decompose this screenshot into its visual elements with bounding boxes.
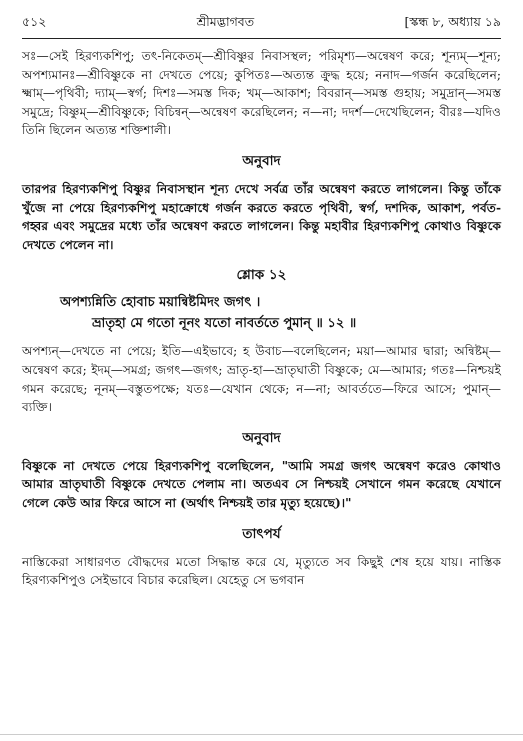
- translation-paragraph-1: তারপর হিরণ্যকশিপু বিষ্ণুর নিবাসস্থান শূন্য দেখে সর্বত্র তাঁর অন্বেষণ করতে লাগলেন। কিন্তু তাঁকে খুঁজে না পেয়ে হিরণ্যকশিপু মহাক্রোধে গর্জন করতে করতে পৃথিবী, স্বর্গ, দশদিক, আকাশ, পর্বত-গহ্বর এবং সমুদ্রের মধ্যে তাঁর অন্বেষণ করতে লাগলেন। কিন্তু মহাবীর হিরণ্যকশিপু কোথাও বিষ্ণুকে দেখতে পেলেন না।: [22, 181, 501, 252]
- chapter-reference: [স্কন্ধ ৮, অধ্যায় ১৯: [404, 14, 501, 29]
- page-header: [22, 14, 501, 34]
- verse-line-1: অপশ্যন্নিতি হোবাচ ময়ান্বিষ্টমিদং জগৎ ।: [60, 295, 261, 311]
- page-bottom-edge: [0, 734, 523, 735]
- book-title: শ্রীমদ্ভাগবত: [196, 14, 255, 29]
- translation-paragraph-2: বিষ্ণুকে না দেখতে পেয়ে হিরণ্যকশিপু বলেছিলেন, "আমি সমগ্র জগৎ অন্বেষণ করেও কোথাও আমার ভ্রাতৃঘাতী বিষ্ণুকে দেখতে পেলাম না। অতএব সে নিশ্চয়ই সেখানে গমন করেছে যেখানে গেলে কেউ আর ফিরে আসে না (অর্থাৎ নিশ্চয়ই তার মৃত্যু হয়েছে)।": [22, 458, 501, 510]
- purport-paragraph: নাস্তিকেরা সাধারণত বৌদ্ধদের মতো সিদ্ধান্ত করে যে, মৃত্যুতে সব কিছুই শেষ হয়ে যায়। নাস্তিক হিরণ্যকশিপুও সেইভাবে বিচার করেছিল। যেহেতু সে ভগবান: [22, 554, 501, 588]
- synonyms-paragraph-1: সঃ—সেই হিরণ্যকশিপু; তৎ-নিকেতম্—শ্রীবিষ্ণুর নিবাসস্থল; পরিমৃশ্য—অন্বেষণ করে; শূন্যম্—শূন্য; অপশ্যমানঃ—শ্রীবিষ্ণুকে না দেখতে পেয়ে; কুপিতঃ—অত্যন্ত ক্রুদ্ধ হয়ে; ননাদ—গর্জন করেছিলেন; ক্ষ্মাম্—পৃথিবী; দ্যাম্—স্বর্গ; দিশঃ—সমস্ত দিক; খম্—আকাশ; বিবরান্—সমস্ত গুহায়; সমুদ্রান্—সমস্ত সমুদ্রে; বিষ্ণুম্—শ্রীবিষ্ণুকে; বিচিন্বন্—অন্বেষণ করেছিলেন; ন—না; দদর্শ—দেখেছিলেন; বীরঃ—যদিও তিনি ছিলেন অত্যন্ত শক্তিশালী।: [22, 49, 501, 138]
- sanskrit-verse: [22, 292, 501, 334]
- page-number: ৫১২: [22, 14, 47, 29]
- purport-heading: তাৎপর্য: [242, 525, 281, 542]
- translation-heading-2: অনুবাদ: [242, 429, 281, 446]
- verse-line-2: ভ্রাতৃহা মে গতো নূনং যতো নাবর্ততে পুমান্ ॥ ১২ ॥: [92, 316, 357, 332]
- header-divider: [22, 38, 501, 39]
- translation-heading-1: অনুবাদ: [242, 152, 281, 169]
- verse-number: শ্লোক ১২: [236, 267, 287, 284]
- synonyms-paragraph-2: অপশ্যন্—দেখতে না পেয়ে; ইতি—এইভাবে; হ উবাচ—বলেছিলেন; ময়া—আমার দ্বারা; অন্বিষ্টম্—অন্বেষণ করে; ইদম্—সমগ্র; জগৎ—জগৎ; ভ্রাতৃ-হা—ভ্রাতৃঘাতী বিষ্ণুকে; মে—আমার; গতঃ—নিশ্চয়ই গমন করেছে; নূনম্—বস্তুতপক্ষে; যতঃ—যেখান থেকে; ন—না; আবর্ততে—ফিরে আসে; পুমান্—ব্যক্তি।: [22, 344, 501, 415]
